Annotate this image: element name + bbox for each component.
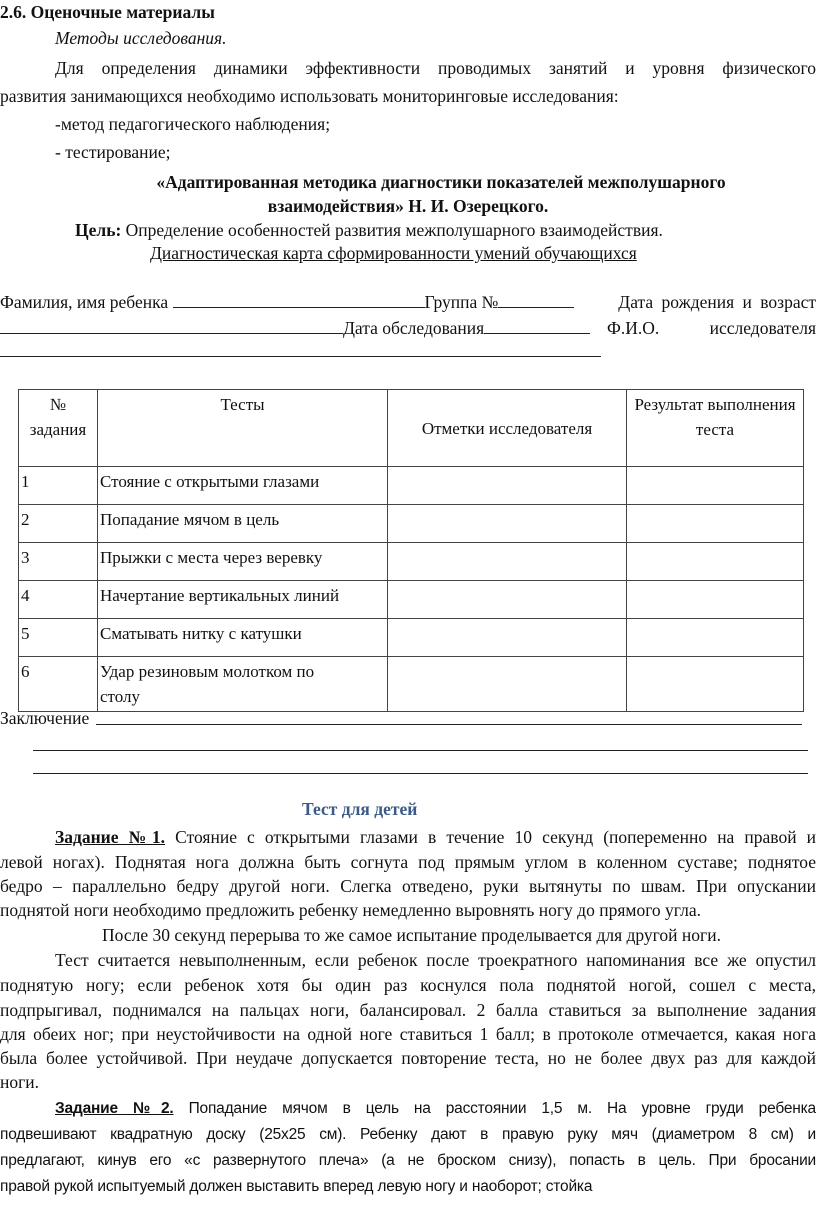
table-row <box>19 543 804 581</box>
cell-marks[interactable] <box>388 619 627 657</box>
task1-line: бедро – параллельно бедру другой ноги. Слегка отведено, руки вытянуты по швам. При опускании <box>0 876 816 896</box>
exam-date-label: Дата обследования <box>343 318 485 338</box>
method-title: взаимодействия» Н. И. Озерецкого. <box>267 196 549 216</box>
task1-line: Тест считается невыполненным, если ребенок после троекратного напоминания все же опустил <box>55 950 816 970</box>
cell-result[interactable] <box>627 543 804 581</box>
task1-label: Задание №1. <box>55 827 166 847</box>
task1-line: подпрыгивал, поднимался на пальцах ноги, балансировал. 2 балла ставиться за выполнение задания <box>0 1000 816 1020</box>
group-label: Группа № <box>424 292 499 312</box>
card-title: Диагностическая карта сформированности умений обучающихся <box>150 243 637 263</box>
cell-number: 4 <box>19 581 98 619</box>
cell-number: 5 <box>19 619 98 657</box>
researcher-label: Ф.И.О. <box>607 318 660 338</box>
goal-text: Определение особенностей развития межполушарного взаимодействия. <box>121 220 663 240</box>
task2-line: правой рукой испытуемый должен выставить вперед левую ногу и наоборот; стойка <box>0 1178 593 1195</box>
cell-test: Удар резиновым молотком по столу <box>98 657 388 712</box>
exam-row <box>0 316 816 340</box>
cell-number: 3 <box>19 543 98 581</box>
header-number: № задания <box>19 390 98 467</box>
cell-result[interactable] <box>627 619 804 657</box>
birth-label: Дата рождения и возраст <box>618 292 816 312</box>
table-row <box>19 505 804 543</box>
cell-number: 1 <box>19 467 98 505</box>
researcher-label-2: исследователя <box>709 318 816 338</box>
table-row <box>19 619 804 657</box>
method-item: -метод педагогического наблюдения; <box>55 114 331 134</box>
cell-marks[interactable] <box>388 505 627 543</box>
methods-label: Методы исследования. <box>55 28 227 48</box>
method-title: «Адаптированная методика диагностики показателей межполушарного <box>156 172 726 192</box>
task1-line: левой ногах). Поднятая нога должна быть согнута под прямым углом в коленном суставе; поднятое <box>0 852 816 872</box>
cell-test: Прыжки с места через веревку <box>98 543 388 581</box>
section-heading: 2.6. Оценочные материалы <box>0 2 215 22</box>
header-result: Результат выполнения теста <box>627 390 804 467</box>
extra-field[interactable] <box>0 317 343 334</box>
task1-line: была более устойчивой. При неудаче допускается повторение теста, но не более двух раз для каждой <box>0 1048 816 1068</box>
cell-result[interactable] <box>627 657 804 712</box>
cell-test: Начертание вертикальных линий <box>98 581 388 619</box>
test-title: Тест для детей <box>302 799 418 819</box>
cell-marks[interactable] <box>388 581 627 619</box>
conclusion-field[interactable] <box>33 750 808 751</box>
table-row <box>19 657 804 712</box>
method-item: - тестирование; <box>55 142 171 162</box>
name-label: Фамилия, имя ребенка <box>0 292 169 312</box>
goal-label: Цель: <box>75 220 122 240</box>
cell-result[interactable] <box>627 467 804 505</box>
cell-result[interactable] <box>627 581 804 619</box>
cell-test: Стояние с открытыми глазами <box>98 467 388 505</box>
exam-date-field[interactable] <box>484 317 590 334</box>
header-tests: Тесты <box>98 390 388 467</box>
name-field[interactable] <box>173 291 425 308</box>
conclusion-field[interactable] <box>96 724 802 725</box>
cell-test: Сматывать нитку с катушки <box>98 619 388 657</box>
table-row <box>19 581 804 619</box>
task2-line: подвешивают квадратную доску (25х25 см). Ребенку дают в правую руку мяч (диаметром 8 см) и <box>0 1126 816 1143</box>
cell-result[interactable] <box>627 505 804 543</box>
cell-marks[interactable] <box>388 543 627 581</box>
cell-test: Попадание мячом в цель <box>98 505 388 543</box>
researcher-field[interactable] <box>0 356 601 357</box>
task1-line: После 30 секунд перерыва то же самое испытание проделывается для другой ноги. <box>102 925 721 945</box>
task2-line: предлагают, кинув его «с развернутого плеча» (а не броском снизу), попасть в цель. При бросании <box>0 1152 816 1169</box>
task2-line: Задание №2. Попадание мячом в цель на расстоянии 1,5 м. На уровне груди ребенка <box>55 1100 816 1117</box>
task1-line: поднятую ногу; если ребенок хотя бы один раз коснулся пола поднятой ногой, сошел с места, <box>0 975 816 995</box>
table-header-row <box>19 390 804 467</box>
goal <box>75 218 663 242</box>
task2-label: Задание №2. <box>55 1100 174 1117</box>
task1-line: поднятой ноги необходимо предложить ребенку немедленно выровнять ногу до прямого угла. <box>0 900 701 920</box>
task1-line: ноги. <box>0 1072 40 1092</box>
task1-line: для обеих ног; при неустойчивости на одной ноге ставиться 1 балл; в протоколе отмечается, какая нога <box>0 1024 816 1044</box>
table-row <box>19 467 804 505</box>
intro-line: развития занимающихся необходимо использовать мониторинговые исследования: <box>0 86 619 106</box>
conclusion-label: Заключение <box>0 708 90 728</box>
cell-marks[interactable] <box>388 467 627 505</box>
conclusion-field[interactable] <box>33 773 808 774</box>
group-field[interactable] <box>498 291 574 308</box>
diagnostic-table <box>18 389 804 712</box>
header-marks: Отметки исследователя <box>388 390 627 467</box>
cell-number: 6 <box>19 657 98 712</box>
task1-line: Задание №1. Стояние с открытыми глазами в течение 10 секунд (попеременно на правой и <box>55 827 816 847</box>
cell-number: 2 <box>19 505 98 543</box>
name-row <box>0 290 816 314</box>
intro-line: Для определения динамики эффективности проводимых занятий и уровня физического <box>55 58 816 78</box>
cell-marks[interactable] <box>388 657 627 712</box>
